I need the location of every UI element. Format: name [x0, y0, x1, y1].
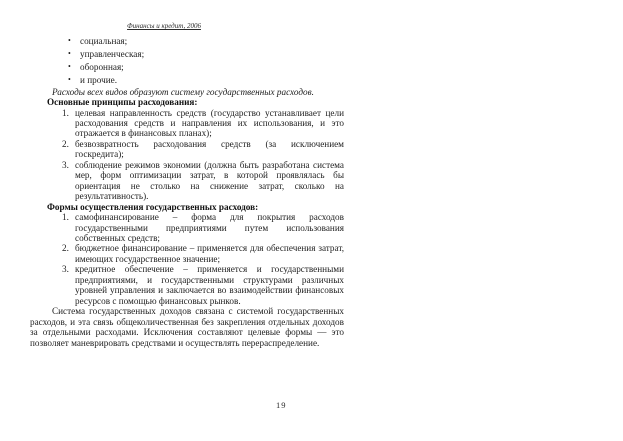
numbered-item [30, 139, 344, 160]
numbered-item [30, 243, 344, 264]
list-item-text: управленческая; [80, 48, 145, 59]
item-text: кредитное обеспечение – применяется и государственными предприятиями, и государственными структурами различных уровней управления и заключается во взаимодействии финансовых ресурсов с помощью финансовых рынков. [75, 264, 344, 306]
item-text: целевая направленность средств (государство устанавливает цели расходования средств и направления их использования, и это отражается в финансовых планах); [75, 107, 344, 139]
principles-list [30, 108, 344, 202]
item-number: 2. [62, 243, 69, 254]
bullet-icon: • [68, 61, 71, 71]
numbered-item [30, 264, 344, 306]
list-item-text: оборонная; [80, 61, 124, 72]
list-item-text: социальная; [80, 36, 128, 46]
running-header: Финансы и кредит, 2006 [127, 22, 201, 30]
item-number: 3. [62, 159, 69, 170]
expense-kinds-list [30, 35, 344, 87]
item-text: самофинансирование – форма для покрытия расходов государственными предприятиями путем использования собственных средств; [75, 212, 344, 243]
bullet-icon: • [68, 48, 71, 58]
item-number: 1. [62, 107, 69, 118]
text-column [30, 35, 344, 348]
principles-heading: Основные принципы расходования: [47, 97, 198, 108]
numbered-item [30, 108, 344, 139]
numbered-item [30, 160, 344, 202]
bullet-icon: • [68, 74, 71, 84]
item-number: 1. [62, 212, 69, 223]
list-item [30, 61, 344, 74]
list-item [30, 48, 344, 61]
list-item-text: и прочие. [80, 74, 117, 85]
bullet-icon: • [68, 36, 71, 45]
item-text: безвозвратность расходования средств (за исключением госкредита); [75, 138, 344, 160]
forms-list [30, 212, 344, 306]
item-number: 3. [62, 264, 69, 275]
item-number: 2. [62, 138, 69, 149]
item-text: бюджетное финансирование – применяется для обеспечения затрат, имеющих государственное значение; [75, 243, 344, 264]
numbered-item [30, 212, 344, 243]
item-text: соблюдение режимов экономии (должна быть разработана система мер, форм оптимизации затрат, в которой проявлялась бы ориентация не столько на снижение затрат, сколько на результативность). [75, 159, 344, 202]
forms-heading: Формы осуществления государственных расходов: [47, 201, 259, 212]
closing-paragraph: Система государственных доходов связана с системой государственных расходов, и эта связь общеколичественная без закрепления отдельных доходов за отдельными расходами. Исключения составляют целевые формы — это позволяет маневрировать средствами и осуществлять перераспределение. [30, 306, 344, 348]
page-number: 19 [276, 400, 287, 410]
list-item [30, 74, 344, 87]
list-item [30, 35, 344, 48]
lead-paragraph: Расходы всех видов образуют систему государственных расходов. [52, 86, 314, 97]
